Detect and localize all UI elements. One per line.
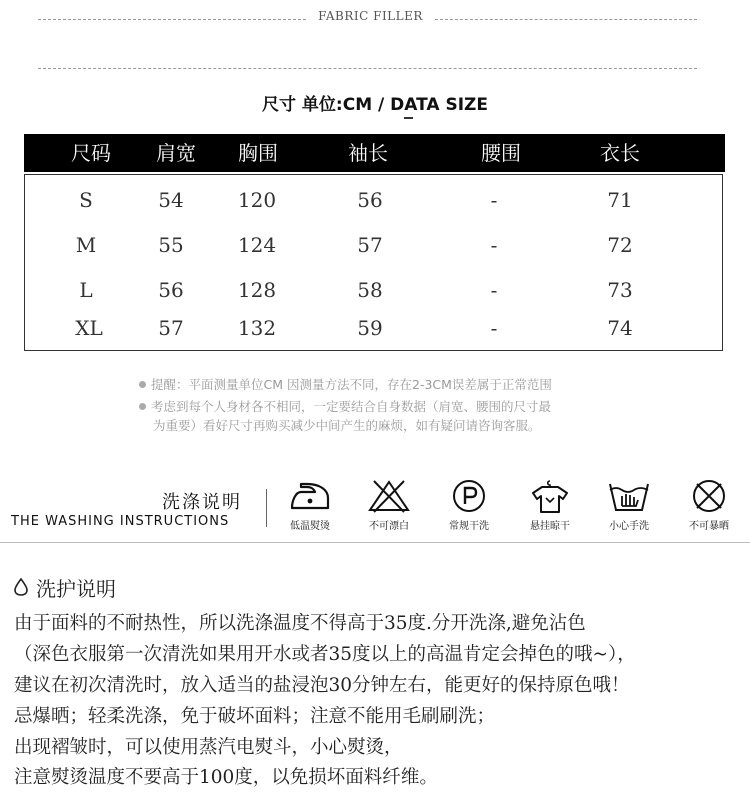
washing-title-en: THE WASHING INSTRUCTIONS — [11, 514, 230, 529]
care-symbol-low-iron — [280, 478, 340, 532]
care-label: 不可暴晒 — [689, 521, 729, 532]
cell-shoulder: 54 — [158, 188, 184, 212]
cell-sleeve: 56 — [357, 188, 383, 212]
dashed-divider-right — [435, 19, 697, 20]
cell-length: 73 — [607, 278, 633, 302]
cell-length: 71 — [607, 188, 633, 212]
column-header-sleeve: 袖长 — [348, 141, 388, 165]
do-not-sun-dry-icon — [686, 478, 732, 514]
cell-chest: 124 — [237, 233, 277, 257]
cell-shoulder: 55 — [158, 233, 184, 257]
column-header-size: 尺码 — [71, 141, 111, 165]
cell-waist: - — [490, 188, 498, 212]
care-symbol-no-bleach — [359, 478, 419, 532]
cell-shoulder: 57 — [158, 316, 184, 340]
fabric-filler-label: FABRIC FILLER — [318, 9, 423, 23]
cell-chest: 132 — [237, 316, 277, 340]
size-table-body — [24, 174, 723, 351]
care-symbol-no-sun — [679, 478, 739, 532]
care-label: 小心手洗 — [609, 521, 649, 532]
cell-waist: - — [490, 316, 498, 340]
care-line: 忌爆晒；轻柔洗涤，免于破坏面料；注意不能用毛刷刷洗； — [14, 706, 496, 727]
dashed-divider-left — [38, 19, 306, 20]
care-line: （深色衣服第一次清洗如果用开水或者35度以上的高温肯定会掉色的哦~）， — [14, 644, 636, 665]
note-text: 考虑到每个人身材各不相同，一定要结合自身数据（肩宽、腰围的尺寸最 — [151, 399, 552, 414]
note-body-fit — [139, 397, 551, 415]
cell-chest: 120 — [237, 188, 277, 212]
note-text: 提醒：平面测量单位CM 因测量方法不同，存在2-3CM误差属于正常范围 — [151, 377, 552, 392]
size-table-title: 尺寸 单位:CM / DATA SIZE — [262, 95, 488, 115]
column-header-shoulder: 肩宽 — [156, 141, 196, 165]
cell-size: XL — [75, 316, 103, 340]
size-table-header — [24, 134, 725, 172]
bullet-icon — [139, 381, 146, 388]
washing-divider — [266, 489, 267, 527]
cell-sleeve: 57 — [357, 233, 383, 257]
cell-size: M — [75, 233, 97, 257]
cell-chest: 128 — [237, 278, 277, 302]
column-header-length: 衣长 — [600, 141, 640, 165]
care-title-text: 洗护说明 — [36, 577, 116, 601]
dry-clean-p-icon — [446, 478, 492, 514]
low-temperature-iron-icon — [287, 478, 333, 514]
care-line: 由于面料的不耐热性，所以洗涤温度不得高于35度.分开洗涤,避免沾色 — [14, 613, 586, 634]
note-body-fit-continued: 为重要）看好尺寸再购买减少中间产生的麻烦，如有疑问请咨询客服。 — [153, 418, 541, 433]
cell-sleeve: 58 — [357, 278, 383, 302]
title-underline — [404, 117, 413, 119]
cell-waist: - — [490, 233, 498, 257]
care-label: 悬挂晾干 — [530, 521, 570, 532]
cell-size: S — [79, 188, 93, 212]
dashed-divider-bottom — [38, 68, 697, 69]
hang-dry-shirt-icon — [527, 478, 573, 514]
care-line: 出现褶皱时，可以使用蒸汽电熨斗，小心熨烫， — [14, 737, 403, 758]
washing-title-cn: 洗涤说明 — [162, 492, 242, 513]
care-symbol-hand-wash — [599, 478, 659, 532]
care-symbol-hang-dry — [520, 478, 580, 532]
water-drop-icon — [14, 577, 28, 601]
hand-wash-icon — [606, 478, 652, 514]
care-label: 不可漂白 — [369, 521, 409, 532]
note-measurement-error — [139, 375, 552, 393]
column-header-chest: 胸围 — [238, 141, 278, 165]
care-label: 低温熨烫 — [290, 521, 330, 532]
care-title — [14, 573, 116, 603]
do-not-bleach-icon — [366, 478, 412, 514]
care-label: 常规干洗 — [449, 521, 489, 532]
cell-length: 72 — [607, 233, 633, 257]
cell-length: 74 — [607, 316, 633, 340]
cell-size: L — [79, 278, 93, 302]
section-divider — [0, 542, 750, 543]
cell-shoulder: 56 — [158, 278, 184, 302]
cell-sleeve: 59 — [357, 316, 383, 340]
care-line: 注意熨烫温度不要高于100度，以免损坏面料纤维。 — [14, 767, 438, 788]
column-header-waist: 腰围 — [481, 141, 521, 165]
cell-waist: - — [490, 278, 498, 302]
care-line: 建议在初次清洗时，放入适当的盐浸泡30分钟左右，能更好的保持原色哦！ — [14, 675, 630, 696]
bullet-icon — [139, 403, 146, 410]
care-symbol-dry-clean — [439, 478, 499, 532]
